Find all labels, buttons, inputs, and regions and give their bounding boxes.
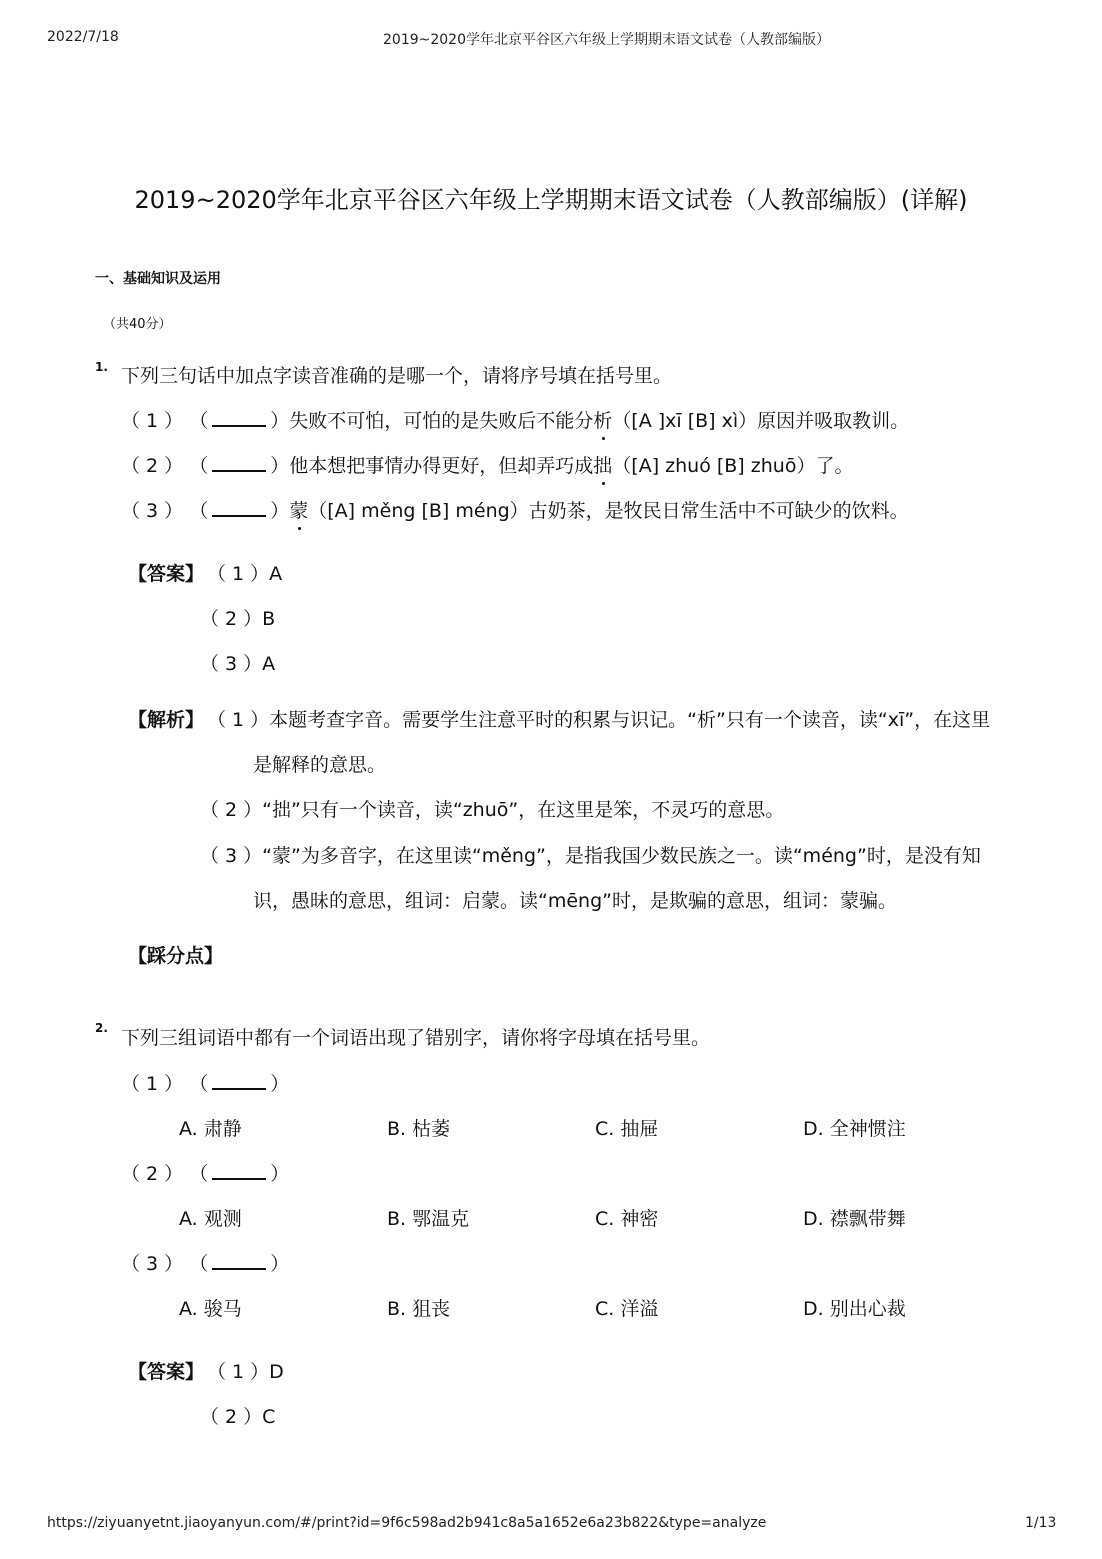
- q1-answer-label: 【答案】: [128, 563, 205, 585]
- footer-page-number: 1/13: [1025, 1515, 1057, 1531]
- q2-stem: 下列三组词语中都有一个词语出现了错别字，请你将字母填在括号里。: [121, 1027, 711, 1049]
- q1-item-close: ）: [270, 455, 290, 477]
- q1-dotted-char: 蒙: [289, 500, 309, 522]
- q2-group-open: （: [189, 1073, 209, 1095]
- answer-blank[interactable]: [212, 1074, 266, 1090]
- q1-analysis-line: 识，愚昧的意思，组词：启蒙。读“mēng”时，是欺骗的意思，组词：蒙骗。: [253, 890, 897, 912]
- q2-answer-2: （ 2 ）C: [200, 1406, 276, 1428]
- header-date: 2022/7/18: [47, 29, 119, 45]
- q2-option: A. 观测: [179, 1208, 242, 1230]
- q1-item-1: [121, 406, 909, 433]
- q1-item-close: ）: [270, 500, 290, 522]
- q1-answer-3: （ 3 ）A: [200, 653, 276, 675]
- q2-option: B. 狙丧: [387, 1298, 451, 1320]
- q1-item-2: [121, 451, 853, 478]
- header-doc-title: 2019~2020学年北京平谷区六年级上学期期末语文试卷（人教部编版）: [383, 32, 830, 48]
- q2-group-open: （: [189, 1253, 209, 1275]
- section-heading: 一、基础知识及运用: [95, 271, 221, 287]
- q1-answer-2: （ 2 ）B: [200, 608, 276, 630]
- q2-option: C. 抽屉: [595, 1118, 659, 1140]
- q2-group-index: （ 3 ）: [121, 1253, 184, 1275]
- q2-group-close: ）: [270, 1073, 290, 1095]
- q2-group-index: （ 1 ）: [121, 1073, 184, 1095]
- q2-group-1-prompt: [121, 1069, 289, 1096]
- q1-item-index: （ 3 ）: [121, 500, 184, 522]
- q2-number: 2.: [95, 1021, 108, 1035]
- q1-item-close: ）: [270, 410, 290, 432]
- q2-answer-label: 【答案】: [128, 1361, 205, 1383]
- q1-item-open: （: [189, 455, 209, 477]
- q1-answer-1: （ 1 ）A: [207, 563, 283, 585]
- q1-item-3: [121, 496, 909, 523]
- q1-item-index: （ 2 ）: [121, 455, 184, 477]
- q2-option: C. 洋溢: [595, 1298, 659, 1320]
- section-score: （共40分）: [103, 317, 172, 332]
- q1-item-post: （[A] měng [B] méng）古奶茶，是牧民日常生活中不可缺少的饮料。: [308, 500, 909, 522]
- q1-analysis-line: （ 1 ）本题考查字音。需要学生注意平时的积累与识记。“析”只有一个读音，读“xī”，在这里: [207, 709, 991, 731]
- q2-option: D. 别出心裁: [803, 1298, 906, 1320]
- q1-item-pre: 他本想把事情办得更好，但却弄巧成: [289, 455, 594, 477]
- q2-group-2-prompt: [121, 1159, 289, 1186]
- q1-item-open: （: [189, 500, 209, 522]
- q2-group-3-prompt: [121, 1249, 289, 1276]
- q2-option: D. 襟飘带舞: [803, 1208, 906, 1230]
- q2-group-open: （: [189, 1163, 209, 1185]
- q2-group-index: （ 2 ）: [121, 1163, 184, 1185]
- q1-item-index: （ 1 ）: [121, 410, 184, 432]
- answer-blank[interactable]: [212, 501, 266, 517]
- q2-option: B. 枯萎: [387, 1118, 451, 1140]
- answer-blank[interactable]: [212, 411, 266, 427]
- q1-dotted-char: 析: [593, 410, 613, 432]
- q1-analysis-line: （ 2 ）“拙”只有一个读音，读“zhuō”，在这里是笨，不灵巧的意思。: [200, 799, 785, 821]
- q1-number: 1.: [95, 360, 108, 374]
- q2-option: C. 神密: [595, 1208, 659, 1230]
- q1-item-post: （[A ]xī [B] xì）原因并吸取教训。: [612, 410, 910, 432]
- q2-answer-1: （ 1 ）D: [207, 1361, 284, 1383]
- q1-dotted-char: 拙: [593, 455, 613, 477]
- q1-item-pre: 失败不可怕，可怕的是失败后不能分: [289, 410, 594, 432]
- q1-points-label: 【踩分点】: [128, 945, 224, 967]
- q1-item-post: （[A] zhuó [B] zhuō）了。: [612, 455, 854, 477]
- q2-option: D. 全神惯注: [803, 1118, 906, 1140]
- answer-blank[interactable]: [212, 1254, 266, 1270]
- footer-url[interactable]: https://ziyuanyetnt.jiaoyanyun.com/#/print?id=9f6c598ad2b941c8a5a1652e6a23b822&type=analyze: [47, 1515, 767, 1531]
- q2-option: B. 鄂温克: [387, 1208, 470, 1230]
- q1-analysis-line: 是解释的意思。: [253, 754, 387, 776]
- q1-analysis-label: 【解析】: [128, 709, 205, 731]
- q2-option: A. 肃静: [179, 1118, 242, 1140]
- q1-item-open: （: [189, 410, 209, 432]
- answer-blank[interactable]: [212, 1164, 266, 1180]
- q1-analysis-line: （ 3 ）“蒙”为多音字，在这里读“měng”，是指我国少数民族之一。读“méng”时，是没有知: [200, 845, 981, 867]
- q2-option: A. 骏马: [179, 1298, 242, 1320]
- answer-blank[interactable]: [212, 456, 266, 472]
- page-title: 2019~2020学年北京平谷区六年级上学期期末语文试卷（人教部编版）(详解): [134, 186, 968, 214]
- q1-stem: 下列三句话中加点字读音准确的是哪一个，请将序号填在括号里。: [121, 365, 673, 387]
- q2-group-close: ）: [270, 1253, 290, 1275]
- q2-group-close: ）: [270, 1163, 290, 1185]
